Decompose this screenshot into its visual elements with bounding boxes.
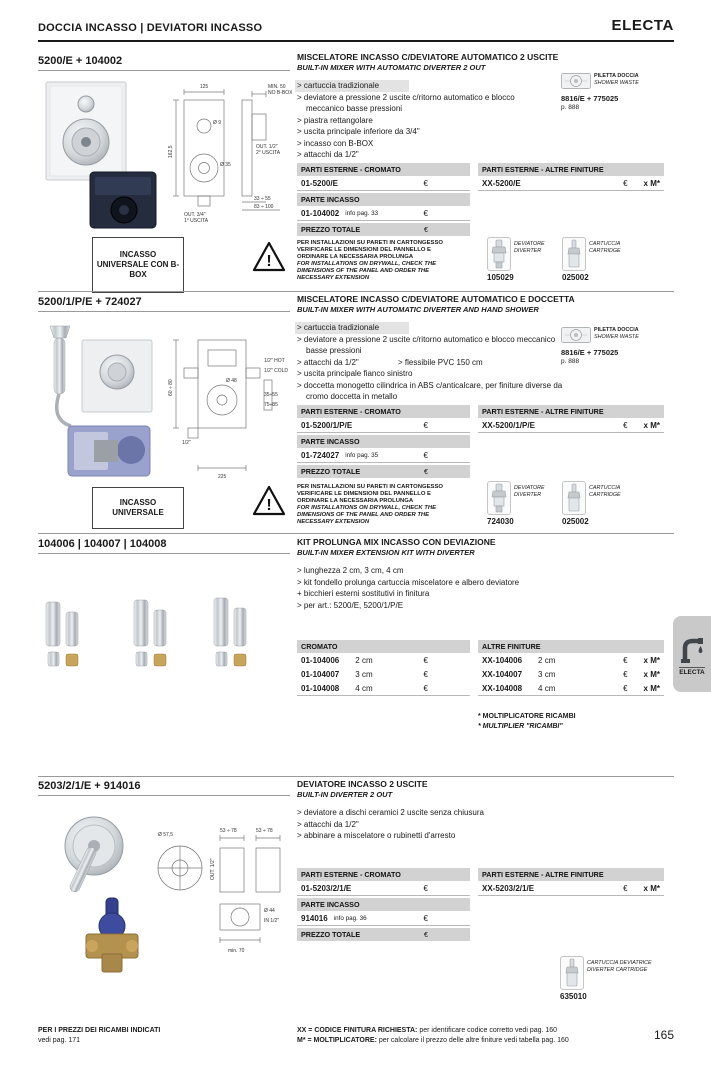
footer-left-line2: vedi pag. 171 <box>38 1036 81 1044</box>
feature-item: > kit fondello prolunga cartuccia miscelatore e albero deviatore <box>297 577 520 587</box>
feature-list <box>297 807 567 842</box>
price-row-incasso <box>297 206 470 221</box>
feature-item: > attacchi da 1/2" <box>297 150 359 159</box>
product-photo-extension-kits <box>38 588 273 676</box>
price-row-cromato <box>297 881 470 896</box>
product-code: 01-104006 <box>301 655 340 665</box>
electa-side-tab <box>673 616 711 692</box>
info-page-ref: info pag. 35 <box>345 451 379 459</box>
footer-left-line1: PER I PREZZI DEI RICAMBI INDICATI <box>38 1027 161 1034</box>
dimension-label: 225 <box>218 474 227 480</box>
product-code: 01-104008 <box>301 683 340 693</box>
product-photo-diverter <box>50 812 142 902</box>
warning-note <box>297 484 459 526</box>
product-photo-mixer-bbox <box>40 76 162 231</box>
dimension-label: OUT. 1/2" <box>256 144 278 150</box>
diverter-part-icon <box>487 481 511 515</box>
spare-code: 724030 <box>487 517 514 526</box>
spare-code: 025002 <box>562 273 589 282</box>
section-divider <box>38 533 674 534</box>
product-code: XX-5200/1/P/E <box>482 420 535 430</box>
size-label: 4 cm <box>355 683 373 693</box>
section-code: 5200/1/P/E + 724027 <box>38 296 142 308</box>
warning-text-en: FOR INSTALLATIONS ON DRYWALL, CHECK THE DIMENSIONS OF THE PANEL AND ORDER THE NECESSARY EXTENSION <box>297 505 437 525</box>
price-row-incasso <box>297 448 470 463</box>
product-code: 914016 <box>301 913 328 923</box>
price-row-altre <box>478 176 664 191</box>
warning-note <box>297 240 459 282</box>
euro-sign: € <box>424 467 428 476</box>
spare-label-it: CARTUCCIA DEVIATRICE <box>587 960 652 966</box>
total-label: PREZZO TOTALE <box>301 930 361 939</box>
warning-text-en: FOR INSTALLATIONS ON DRYWALL, CHECK THE DIMENSIONS OF THE PANEL AND ORDER THE NECESSARY EXTENSION <box>297 261 437 281</box>
price-header-cromato: PARTI ESTERNE - CROMATO <box>297 868 470 881</box>
euro-sign: € <box>623 683 628 693</box>
product-code: XX-104006 <box>482 655 523 665</box>
dimension-label: Ø 9 <box>213 120 222 126</box>
product-code: XX-5200/E <box>482 178 521 188</box>
price-header-cromato: CROMATO <box>297 640 470 653</box>
header-rule <box>38 40 674 42</box>
multiplier: x M* <box>643 178 660 188</box>
feature-item: > attacchi da 1/2" <box>297 357 359 367</box>
incasso-header-bar: PARTE INCASSO <box>297 435 470 448</box>
info-page-ref: info pag. 33 <box>345 209 379 217</box>
price-table <box>297 163 660 237</box>
spare-label-en: CARTRIDGE <box>589 491 621 498</box>
footer-note-center <box>297 1026 597 1045</box>
footer-m-text: per calcolare il prezzo delle altre finiture vedi tabella pag. 160 <box>378 1036 569 1044</box>
price-row-cromato <box>297 667 470 682</box>
feature-item: > flessibile PVC 150 cm <box>398 357 483 367</box>
incasso-header-bar: PARTE INCASSO <box>297 193 470 206</box>
spare-label-it: CARTUCCIA <box>589 241 621 247</box>
dimension-label: Ø 35 <box>220 162 231 168</box>
product-title-en: BUILT-IN MIXER EXTENSION KIT WITH DIVERTER <box>297 548 475 557</box>
dimension-label: 125 <box>199 84 209 90</box>
size-label: 2 cm <box>355 655 373 665</box>
euro-sign: € <box>423 683 428 693</box>
total-bar <box>297 928 470 941</box>
feature-item <box>297 322 565 334</box>
euro-sign: € <box>423 450 428 460</box>
diverter-cartridge-icon <box>560 956 584 990</box>
dimension-label: Ø 48 <box>226 378 237 384</box>
price-table <box>297 868 660 942</box>
feature-item: > attacchi da 1/2" <box>297 819 359 829</box>
price-row-incasso <box>297 911 470 926</box>
multiplier: x M* <box>643 683 660 693</box>
footer-xx-line <box>297 1026 597 1036</box>
euro-sign: € <box>424 225 428 234</box>
price-header-cromato: PARTI ESTERNE - CROMATO <box>297 163 470 176</box>
code-underline <box>38 311 290 312</box>
multiplier-note <box>478 712 576 731</box>
size-label: 4 cm <box>538 683 556 693</box>
product-title-it: MISCELATORE INCASSO C/DEVIATORE AUTOMATICO E DOCCETTA <box>297 294 575 304</box>
spare-code: 105029 <box>487 273 514 282</box>
warning-triangle-icon <box>252 485 286 516</box>
accessory-label-en: SHOWER WASTE <box>594 333 639 340</box>
dimension-label: 53 ÷ 78 <box>256 828 273 834</box>
shower-waste-icon <box>561 71 591 91</box>
code-underline <box>38 553 290 554</box>
spare-part <box>560 956 664 1001</box>
multiplier-note-en: * MULTIPLIER "RICAMBI" <box>478 722 563 730</box>
total-label: PREZZO TOTALE <box>301 467 361 476</box>
warning-text-it: PER INSTALLAZIONI SU PARETI IN CARTONGESSO VERIFICARE LE DIMENSIONI DEL PANNELLO E ORDINARE LA NECESSARIA PROLUNGA <box>297 240 443 260</box>
spare-label-en: DIVERTER CARTRIDGE <box>587 966 648 973</box>
price-row-altre <box>478 418 664 433</box>
feature-item: > lunghezza 2 cm, 3 cm, 4 cm <box>297 566 404 575</box>
tech-drawing-5200-1pe <box>168 316 294 484</box>
spare-label-it: DEVIATORE <box>514 485 545 491</box>
product-code: 01-5200/1/P/E <box>301 420 353 430</box>
euro-sign: € <box>423 208 428 218</box>
shower-waste-icon <box>561 325 591 345</box>
feature-item: > doccetta monogetto cilindrica in ABS c/anticalcare, per finiture diverse da cromo doccetta in metallo <box>297 380 563 401</box>
footer-m-label: M* = MOLTIPLICATORE: <box>297 1036 377 1044</box>
accessory-code: 8816/E + 775025 <box>561 94 619 103</box>
accessory-label-it: PILETTA DOCCIA <box>594 327 639 333</box>
total-bar <box>297 223 470 236</box>
dimension-label: Ø 57,5 <box>158 832 174 838</box>
dimension-label: 1° USCITA <box>184 218 209 224</box>
product-code: XX-104007 <box>482 669 523 679</box>
section-divider <box>38 291 674 292</box>
dimension-label: OUT. 3/4" <box>184 212 206 218</box>
feature-item: > deviatore a pressione 2 uscite c/ritorno automatico e blocco meccanico basse pressioni <box>297 92 515 113</box>
incasso-badge: INCASSO UNIVERSALE <box>92 487 184 529</box>
dimension-label: 1/2" <box>182 440 191 446</box>
product-photo-mixer-handshower <box>36 318 160 483</box>
feature-item: > deviatore a dischi ceramici 2 uscite senza chiusura <box>297 808 484 817</box>
feature-item: + bicchieri esterni sostitutivi in finitura <box>297 589 430 598</box>
faucet-icon <box>680 632 704 664</box>
warning-mark: ! <box>266 497 272 514</box>
euro-sign: € <box>623 669 628 679</box>
dimension-label: 1/2" COLD <box>264 368 289 374</box>
dimension-label: 2° USCITA <box>256 150 281 156</box>
dimension-label: 33 ÷ 55 <box>254 196 271 202</box>
product-title-en: BUILT-IN MIXER WITH AUTOMATIC DIVERTER AND HAND SHOWER <box>297 305 539 314</box>
diverter-part-icon <box>487 237 511 271</box>
spare-label-en: CARTRIDGE <box>589 247 621 254</box>
page-title: DOCCIA INCASSO | DEVIATORI INCASSO <box>38 22 263 34</box>
feature-item: > per art.: 5200/E, 5200/1/P/E <box>297 600 404 610</box>
product-code: 01-104007 <box>301 669 340 679</box>
dimension-label: 83 ÷ 100 <box>254 204 274 210</box>
euro-sign: € <box>623 178 628 188</box>
incasso-badge: INCASSO UNIVERSALE CON B-BOX <box>92 237 184 293</box>
dimension-label: min. 70 <box>228 948 245 954</box>
price-header-altre: PARTI ESTERNE - ALTRE FINITURE <box>478 405 664 418</box>
feature-highlight: > cartuccia tradizionale <box>295 322 409 334</box>
price-table <box>297 640 660 698</box>
feature-list <box>297 322 565 403</box>
section-divider <box>38 776 674 777</box>
price-row-cromato <box>297 653 470 668</box>
price-row-cromato <box>297 681 470 696</box>
dimension-label: 1/2" HOT <box>264 358 285 364</box>
accessory-label-en: SHOWER WASTE <box>594 79 639 86</box>
code-underline <box>38 70 290 71</box>
section-code: 104006 | 104007 | 104008 <box>38 538 167 550</box>
product-title-it: KIT PROLUNGA MIX INCASSO CON DEVIAZIONE <box>297 537 496 547</box>
size-label: 2 cm <box>538 655 556 665</box>
dimension-label: 53 ÷ 78 <box>220 828 237 834</box>
price-row-altre <box>478 681 664 696</box>
product-title-it: DEVIATORE INCASSO 2 USCITE <box>297 779 428 789</box>
product-code: XX-5203/2/1/E <box>482 883 535 893</box>
price-header-cromato: PARTI ESTERNE - CROMATO <box>297 405 470 418</box>
multiplier: x M* <box>643 420 660 430</box>
cartridge-part-icon <box>562 237 586 271</box>
price-header-altre: ALTRE FINITURE <box>478 640 664 653</box>
code-underline <box>38 795 290 796</box>
euro-sign: € <box>423 669 428 679</box>
multiplier: x M* <box>643 655 660 665</box>
warning-text-it: PER INSTALLAZIONI SU PARETI IN CARTONGESSO VERIFICARE LE DIMENSIONI DEL PANNELLO E ORDINARE LA NECESSARIA PROLUNGA <box>297 484 443 504</box>
dimension-label: NO B-BOX <box>268 90 293 96</box>
spare-label-it: DEVIATORE <box>514 241 545 247</box>
price-table <box>297 405 660 479</box>
accessory-block <box>561 325 663 365</box>
warning-triangle-icon <box>252 241 286 272</box>
brand-logo: ELECTA <box>611 17 674 34</box>
size-label: 3 cm <box>538 669 556 679</box>
euro-sign: € <box>423 178 428 188</box>
dimension-label: MIN. 50 <box>268 84 286 90</box>
price-row-altre <box>478 653 664 668</box>
cartridge-part-icon <box>562 481 586 515</box>
price-row-cromato <box>297 176 470 191</box>
spare-label-en: DIVERTER <box>514 491 542 498</box>
feature-item: > uscita principale inferiore da 3/4" <box>297 127 420 136</box>
spare-part <box>562 237 650 282</box>
feature-highlight: > cartuccia tradizionale <box>295 80 409 92</box>
size-label: 3 cm <box>355 669 373 679</box>
dimension-label: OUT. 1/2" <box>210 858 216 880</box>
product-code: 01-5203/2/1/E <box>301 883 352 893</box>
euro-sign: € <box>424 930 428 939</box>
feature-item: > piastra rettangolare <box>297 115 373 125</box>
side-tab-label: ELECTA <box>679 669 705 676</box>
euro-sign: € <box>423 883 428 893</box>
multiplier: x M* <box>643 669 660 679</box>
product-code: 01-5200/E <box>301 178 338 188</box>
euro-sign: € <box>623 883 628 893</box>
euro-sign: € <box>423 913 428 923</box>
spare-label-it: CARTUCCIA <box>589 485 621 491</box>
spare-code: 025002 <box>562 517 589 526</box>
dimension-label: 162,5 <box>168 145 174 158</box>
feature-list <box>297 80 555 161</box>
footer-m-line <box>297 1036 597 1046</box>
feature-item: > incasso con B-BOX <box>297 138 374 148</box>
euro-sign: € <box>423 655 428 665</box>
total-label: PREZZO TOTALE <box>301 225 361 234</box>
accessory-page-ref: p. 888 <box>561 104 580 111</box>
euro-sign: € <box>423 420 428 430</box>
footer-note-left <box>38 1026 160 1045</box>
price-header-altre: PARTI ESTERNE - ALTRE FINITURE <box>478 868 664 881</box>
spare-label-en: DIVERTER <box>514 247 542 254</box>
footer-xx-label: XX = CODICE FINITURA RICHIESTA: <box>297 1027 418 1034</box>
dimension-label: 35÷55 <box>264 392 278 398</box>
price-row-altre <box>478 667 664 682</box>
footer-xx-text: per identificare codice corretto vedi pag. 160 <box>419 1027 558 1034</box>
tech-drawing-5200e <box>168 74 294 232</box>
feature-item: > uscita principale fianco sinistro <box>297 369 413 378</box>
product-title-en: BUILT-IN MIXER WITH AUTOMATIC DIVERTER 2 OUT <box>297 63 486 72</box>
price-row-cromato <box>297 418 470 433</box>
multiplier-note-it: * MOLTIPLICATORE RICAMBI <box>478 713 576 720</box>
euro-sign: € <box>623 655 628 665</box>
feature-item: > abbinare a miscelatore o rubinetti d'arresto <box>297 831 456 840</box>
product-photo-diverter-body <box>80 896 152 974</box>
feature-item <box>297 80 555 92</box>
dimension-label: Ø 44 <box>264 908 275 914</box>
multiplier: x M* <box>643 883 660 893</box>
product-code: XX-104008 <box>482 683 523 693</box>
price-row-altre <box>478 881 664 896</box>
total-bar <box>297 465 470 478</box>
spare-part <box>562 481 650 526</box>
price-header-altre: PARTI ESTERNE - ALTRE FINITURE <box>478 163 664 176</box>
section-code: 5200/E + 104002 <box>38 55 123 67</box>
dimension-label: IN 1/2" <box>264 918 280 924</box>
feature-pair <box>297 357 565 369</box>
product-code: 01-724027 <box>301 450 340 460</box>
page-number: 165 <box>653 1028 674 1042</box>
section-code: 5203/2/1/E + 914016 <box>38 780 141 792</box>
feature-list <box>297 565 567 611</box>
product-title-it: MISCELATORE INCASSO C/DEVIATORE AUTOMATICO 2 USCITE <box>297 52 559 62</box>
feature-item: > deviatore a pressione 2 uscite c/ritorno automatico e blocco meccanico basse pressioni <box>297 334 556 355</box>
info-page-ref: info pag. 36 <box>333 914 367 922</box>
accessory-code: 8816/E + 775025 <box>561 348 619 357</box>
spare-code: 635010 <box>560 992 587 1001</box>
accessory-page-ref: p. 888 <box>561 358 580 365</box>
warning-mark: ! <box>266 253 272 270</box>
euro-sign: € <box>623 420 628 430</box>
dimension-label: 60 ÷ 80 <box>168 379 174 396</box>
tech-drawing-5203 <box>150 820 300 958</box>
product-title-en: BUILT-IN DIVERTER 2 OUT <box>297 790 393 799</box>
accessory-label-it: PILETTA DOCCIA <box>594 73 639 79</box>
accessory-block <box>561 71 663 111</box>
incasso-header-bar: PARTE INCASSO <box>297 898 470 911</box>
dimension-label: 75÷85 <box>264 402 278 408</box>
product-code: 01-104002 <box>301 208 340 218</box>
